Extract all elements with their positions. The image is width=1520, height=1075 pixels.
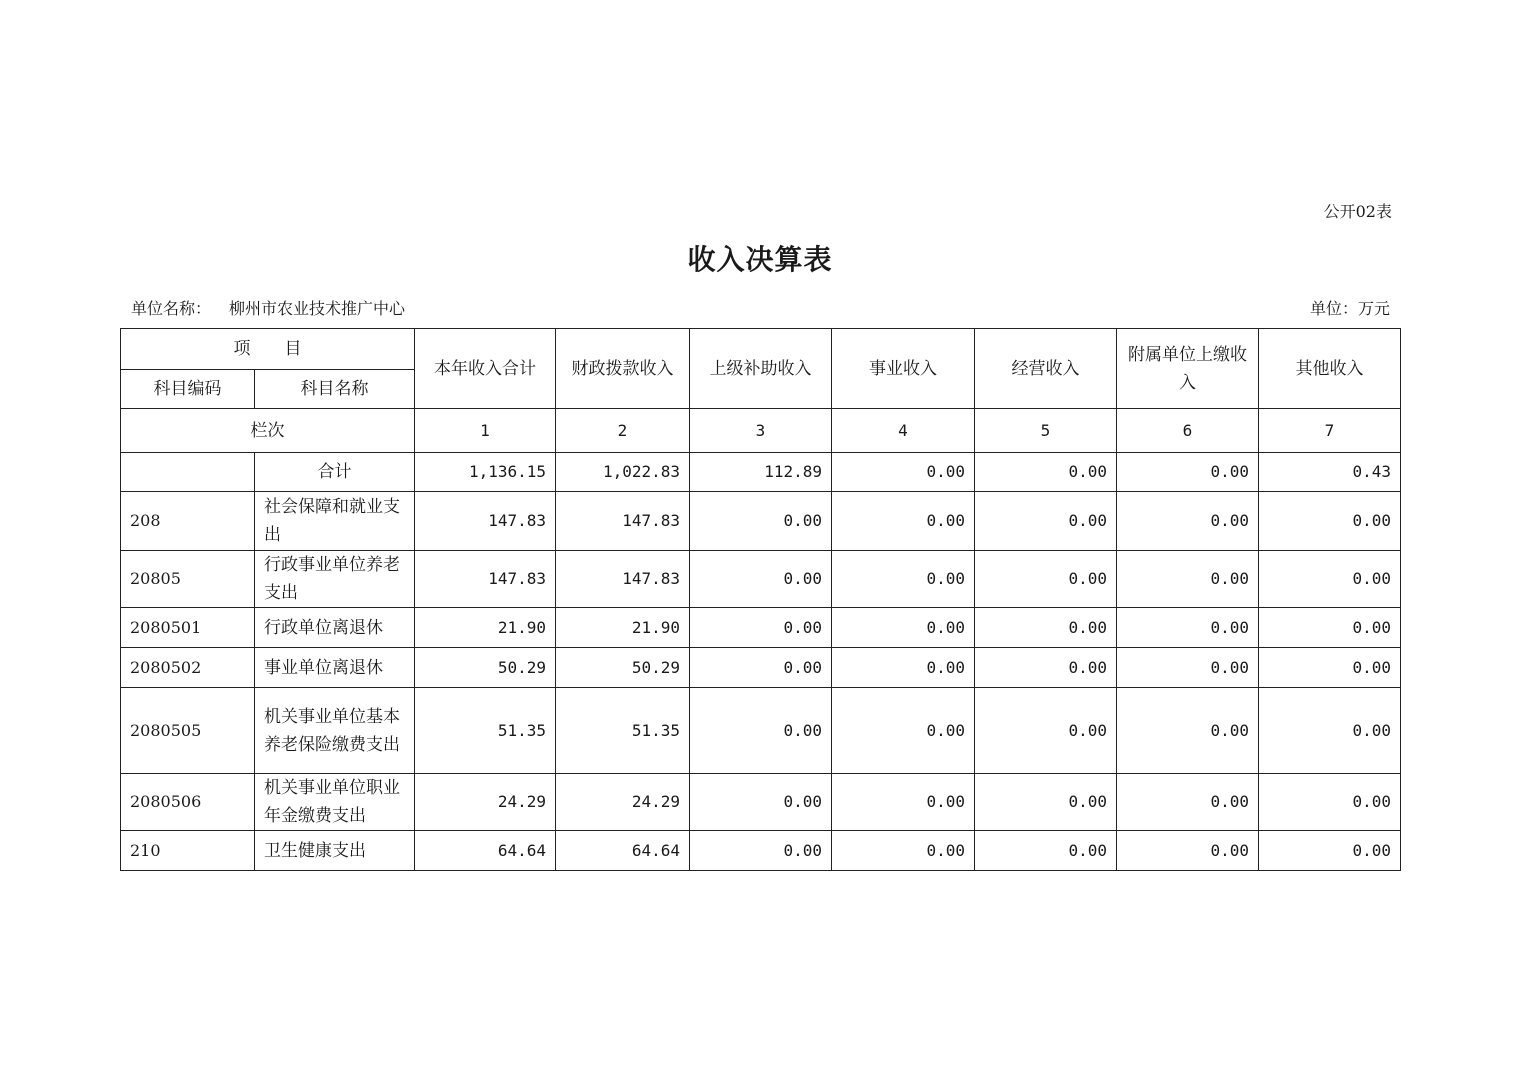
header-col6: 附属单位上缴收入 bbox=[1117, 329, 1259, 409]
amount-cell: 0.00 bbox=[975, 774, 1117, 831]
total-value: 1,136.15 bbox=[415, 453, 556, 492]
table-row bbox=[121, 831, 1401, 871]
header-col3: 上级补助收入 bbox=[690, 329, 832, 409]
account-code: 2080505 bbox=[121, 688, 255, 774]
header-col4: 事业收入 bbox=[832, 329, 975, 409]
amount-cell: 0.00 bbox=[1259, 648, 1401, 688]
amount-cell: 0.00 bbox=[1117, 492, 1259, 551]
account-code: 208 bbox=[121, 492, 255, 551]
amount-cell: 0.00 bbox=[1117, 688, 1259, 774]
amount-cell: 0.00 bbox=[975, 688, 1117, 774]
header-col1: 本年收入合计 bbox=[415, 329, 556, 409]
amount-cell: 0.00 bbox=[832, 774, 975, 831]
header-col7: 其他收入 bbox=[1259, 329, 1401, 409]
column-index-label: 栏次 bbox=[121, 409, 415, 453]
amount-cell: 147.83 bbox=[556, 551, 690, 608]
org-label: 单位名称： bbox=[131, 299, 212, 318]
amount-cell: 0.00 bbox=[832, 648, 975, 688]
amount-cell: 0.00 bbox=[1259, 831, 1401, 871]
table-row bbox=[121, 648, 1401, 688]
amount-cell: 0.00 bbox=[832, 551, 975, 608]
amount-cell: 0.00 bbox=[975, 608, 1117, 648]
column-index: 5 bbox=[975, 409, 1117, 453]
amount-cell: 147.83 bbox=[556, 492, 690, 551]
amount-cell: 147.83 bbox=[415, 551, 556, 608]
table-row bbox=[121, 608, 1401, 648]
account-name: 行政事业单位养老支出 bbox=[255, 551, 415, 608]
amount-cell: 0.00 bbox=[1117, 648, 1259, 688]
amount-cell: 64.64 bbox=[415, 831, 556, 871]
amount-cell: 0.00 bbox=[1117, 608, 1259, 648]
column-index: 7 bbox=[1259, 409, 1401, 453]
amount-cell: 0.00 bbox=[690, 608, 832, 648]
total-value: 0.43 bbox=[1259, 453, 1401, 492]
total-value: 112.89 bbox=[690, 453, 832, 492]
amount-cell: 147.83 bbox=[415, 492, 556, 551]
amount-cell: 50.29 bbox=[556, 648, 690, 688]
amount-cell: 0.00 bbox=[690, 774, 832, 831]
amount-cell: 0.00 bbox=[832, 688, 975, 774]
account-name: 机关事业单位基本养老保险缴费支出 bbox=[255, 688, 415, 774]
amount-cell: 50.29 bbox=[415, 648, 556, 688]
amount-cell: 51.35 bbox=[556, 688, 690, 774]
column-index: 1 bbox=[415, 409, 556, 453]
total-value: 0.00 bbox=[975, 453, 1117, 492]
account-name: 卫生健康支出 bbox=[255, 831, 415, 871]
amount-cell: 0.00 bbox=[690, 831, 832, 871]
amount-cell: 0.00 bbox=[690, 551, 832, 608]
amount-cell: 0.00 bbox=[1259, 774, 1401, 831]
table-row bbox=[121, 688, 1401, 774]
total-value: 0.00 bbox=[1117, 453, 1259, 492]
amount-cell: 64.64 bbox=[556, 831, 690, 871]
amount-cell: 24.29 bbox=[556, 774, 690, 831]
account-code: 2080506 bbox=[121, 774, 255, 831]
account-code: 2080501 bbox=[121, 608, 255, 648]
amount-cell: 0.00 bbox=[1117, 774, 1259, 831]
amount-cell: 0.00 bbox=[975, 648, 1117, 688]
amount-cell: 0.00 bbox=[1259, 688, 1401, 774]
account-code: 2080502 bbox=[121, 648, 255, 688]
table-row bbox=[121, 492, 1401, 551]
amount-cell: 0.00 bbox=[690, 492, 832, 551]
header-name: 科目名称 bbox=[255, 370, 415, 409]
org-name: 柳州市农业技术推广中心 bbox=[229, 299, 406, 318]
column-index: 2 bbox=[556, 409, 690, 453]
total-row bbox=[121, 453, 1401, 492]
amount-cell: 0.00 bbox=[1117, 831, 1259, 871]
amount-cell: 0.00 bbox=[832, 492, 975, 551]
table-row bbox=[121, 774, 1401, 831]
table-row bbox=[121, 551, 1401, 608]
total-value: 1,022.83 bbox=[556, 453, 690, 492]
income-table bbox=[120, 328, 1401, 871]
amount-cell: 0.00 bbox=[832, 831, 975, 871]
form-number: 公开02表 bbox=[1323, 202, 1392, 221]
unit-label: 单位：万元 bbox=[1309, 299, 1390, 318]
page-title: 收入决算表 bbox=[687, 243, 833, 276]
column-index: 4 bbox=[832, 409, 975, 453]
amount-cell: 51.35 bbox=[415, 688, 556, 774]
amount-cell: 0.00 bbox=[975, 551, 1117, 608]
account-name: 社会保障和就业支出 bbox=[255, 492, 415, 551]
amount-cell: 0.00 bbox=[1117, 551, 1259, 608]
account-name: 机关事业单位职业年金缴费支出 bbox=[255, 774, 415, 831]
account-code: 210 bbox=[121, 831, 255, 871]
header-item: 项 目 bbox=[121, 329, 415, 370]
amount-cell: 0.00 bbox=[975, 831, 1117, 871]
org-info bbox=[131, 296, 405, 319]
amount-cell: 0.00 bbox=[690, 648, 832, 688]
total-value: 0.00 bbox=[832, 453, 975, 492]
amount-cell: 0.00 bbox=[975, 492, 1117, 551]
amount-cell: 21.90 bbox=[556, 608, 690, 648]
account-name: 事业单位离退休 bbox=[255, 648, 415, 688]
amount-cell: 24.29 bbox=[415, 774, 556, 831]
amount-cell: 0.00 bbox=[1259, 608, 1401, 648]
total-code-cell bbox=[121, 453, 255, 492]
account-name: 行政单位离退休 bbox=[255, 608, 415, 648]
column-index: 6 bbox=[1117, 409, 1259, 453]
header-col2: 财政拨款收入 bbox=[556, 329, 690, 409]
account-code: 20805 bbox=[121, 551, 255, 608]
column-index: 3 bbox=[690, 409, 832, 453]
amount-cell: 0.00 bbox=[832, 608, 975, 648]
amount-cell: 0.00 bbox=[690, 688, 832, 774]
amount-cell: 21.90 bbox=[415, 608, 556, 648]
total-label: 合计 bbox=[255, 453, 415, 492]
header-code: 科目编码 bbox=[121, 370, 255, 409]
amount-cell: 0.00 bbox=[1259, 492, 1401, 551]
amount-cell: 0.00 bbox=[1259, 551, 1401, 608]
header-col5: 经营收入 bbox=[975, 329, 1117, 409]
